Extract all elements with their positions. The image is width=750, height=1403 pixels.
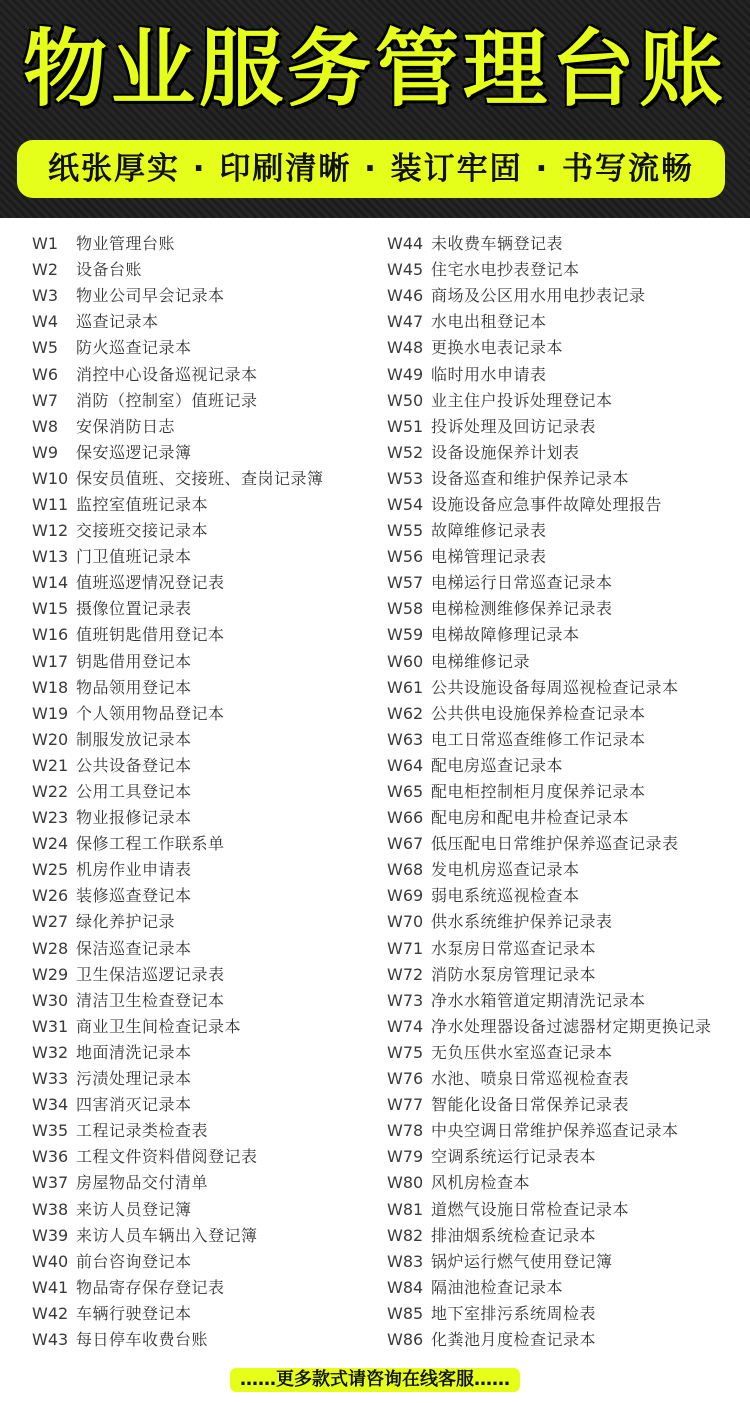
item-name: 电梯管理记录表 xyxy=(431,547,547,567)
item-code: W28 xyxy=(32,938,69,958)
item-code: W21 xyxy=(32,755,69,775)
list-item xyxy=(32,857,382,883)
list-item xyxy=(387,1275,747,1301)
item-name: 物品领用登记本 xyxy=(76,677,192,697)
item-name: 公共设施设备每周巡视检查记录本 xyxy=(431,677,679,697)
item-name: 商业卫生间检查记录本 xyxy=(76,1016,242,1036)
item-code: W19 xyxy=(32,703,69,723)
item-code: W14 xyxy=(32,573,69,593)
list-item xyxy=(32,361,382,387)
item-code: W44 xyxy=(387,234,424,254)
item-code: W63 xyxy=(387,729,424,749)
item-code: W59 xyxy=(387,625,424,645)
list-item xyxy=(32,492,382,518)
item-name: 机房作业申请表 xyxy=(76,860,192,880)
list-item xyxy=(32,622,382,648)
item-name: 绿化养护记录 xyxy=(76,912,176,932)
list-item xyxy=(387,727,747,753)
item-code: W34 xyxy=(32,1095,69,1115)
item-name: 风机房检查本 xyxy=(431,1173,531,1193)
list-item xyxy=(32,388,382,414)
item-name: 公共设备登记本 xyxy=(76,755,192,775)
item-name: 低压配电日常维护保养巡查记录表 xyxy=(431,834,679,854)
list-item xyxy=(32,909,382,935)
item-code: W24 xyxy=(32,834,69,854)
list-item xyxy=(387,1301,747,1327)
item-name: 消防（控制室）值班记录 xyxy=(76,390,258,410)
item-code: W3 xyxy=(32,286,58,306)
item-name: 消控中心设备巡视记录本 xyxy=(76,364,258,384)
item-code: W38 xyxy=(32,1199,69,1219)
list-item xyxy=(32,1249,382,1275)
list-item xyxy=(32,1223,382,1249)
item-code: W22 xyxy=(32,782,69,802)
footer-note xyxy=(0,1365,750,1395)
item-name: 净水处理器设备过滤器材定期更换记录 xyxy=(431,1016,712,1036)
item-code: W58 xyxy=(387,599,424,619)
item-name: 防火巡查记录本 xyxy=(76,338,192,358)
item-code: W2 xyxy=(32,260,58,280)
item-code: W68 xyxy=(387,860,424,880)
list-item xyxy=(32,962,382,988)
item-name: 值班钥匙借用登记本 xyxy=(76,625,225,645)
list-item xyxy=(387,883,747,909)
item-code: W74 xyxy=(387,1016,424,1036)
item-code: W43 xyxy=(32,1329,69,1349)
item-code: W75 xyxy=(387,1042,424,1062)
item-code: W20 xyxy=(32,729,69,749)
item-code: W53 xyxy=(387,468,424,488)
list-item xyxy=(387,753,747,779)
item-name: 未收费车辆登记表 xyxy=(431,234,564,254)
list-item xyxy=(387,414,747,440)
item-code: W37 xyxy=(32,1173,69,1193)
item-code: W47 xyxy=(387,312,424,332)
item-name: 工程记录类检查表 xyxy=(76,1121,209,1141)
page-title: 物业服务管理台账 xyxy=(22,20,727,118)
list-item xyxy=(32,257,382,283)
list-item xyxy=(32,727,382,753)
list-item xyxy=(32,283,382,309)
list-item xyxy=(32,1196,382,1222)
item-code: W82 xyxy=(387,1225,424,1245)
item-name: 个人领用物品登记本 xyxy=(76,703,225,723)
item-name: 物业公司早会记录本 xyxy=(76,286,225,306)
item-name: 制服发放记录本 xyxy=(76,729,192,749)
item-name: 商场及公区用水用电抄表记录 xyxy=(431,286,646,306)
item-code: W40 xyxy=(32,1251,69,1271)
item-name: 来访人员登记簿 xyxy=(76,1199,192,1219)
item-name: 发电机房巡查记录本 xyxy=(431,860,580,880)
item-name: 前台咨询登记本 xyxy=(76,1251,192,1271)
item-code: W17 xyxy=(32,651,69,671)
list-item xyxy=(387,649,747,675)
item-name: 道燃气设施日常检查记录本 xyxy=(431,1199,630,1219)
item-name: 电梯检测维修保养记录表 xyxy=(431,599,613,619)
list-item xyxy=(387,1144,747,1170)
list-item xyxy=(32,1144,382,1170)
list-item xyxy=(32,1327,382,1353)
item-name: 交接班交接记录本 xyxy=(76,521,209,541)
item-code: W57 xyxy=(387,573,424,593)
list-item xyxy=(387,440,747,466)
list-item xyxy=(387,361,747,387)
item-code: W4 xyxy=(32,312,58,332)
item-code: W42 xyxy=(32,1303,69,1323)
list-item xyxy=(387,1249,747,1275)
item-name: 公用工具登记本 xyxy=(76,782,192,802)
list-item xyxy=(387,596,747,622)
list-item xyxy=(32,883,382,909)
list-item xyxy=(387,701,747,727)
item-code: W18 xyxy=(32,677,69,697)
item-code: W84 xyxy=(387,1277,424,1297)
item-code: W77 xyxy=(387,1095,424,1115)
item-code: W54 xyxy=(387,494,424,514)
item-code: W6 xyxy=(32,364,58,384)
item-name: 设备巡查和维护保养记录本 xyxy=(431,468,630,488)
item-name: 保洁巡查记录本 xyxy=(76,938,192,958)
item-name: 配电房巡查记录本 xyxy=(431,755,564,775)
item-code: W64 xyxy=(387,755,424,775)
list-item xyxy=(387,857,747,883)
item-code: W78 xyxy=(387,1121,424,1141)
list-item xyxy=(32,1066,382,1092)
list-item xyxy=(387,257,747,283)
item-name: 住宅水电抄表登记本 xyxy=(431,260,580,280)
item-code: W85 xyxy=(387,1303,424,1323)
item-name: 车辆行驶登记本 xyxy=(76,1303,192,1323)
item-code: W61 xyxy=(387,677,424,697)
item-name: 污渍处理记录本 xyxy=(76,1069,192,1089)
item-code: W13 xyxy=(32,547,69,567)
item-name: 监控室值班记录本 xyxy=(76,494,209,514)
item-code: W70 xyxy=(387,912,424,932)
list-item xyxy=(32,440,382,466)
list-item xyxy=(32,1301,382,1327)
item-name: 水泵房日常巡查记录本 xyxy=(431,938,597,958)
item-code: W8 xyxy=(32,416,58,436)
item-code: W60 xyxy=(387,651,424,671)
item-code: W35 xyxy=(32,1121,69,1141)
list-item xyxy=(387,622,747,648)
list-item xyxy=(32,675,382,701)
list-item xyxy=(387,1196,747,1222)
item-code: W1 xyxy=(32,234,58,254)
item-code: W79 xyxy=(387,1147,424,1167)
list-item xyxy=(32,466,382,492)
list-item xyxy=(32,936,382,962)
item-name: 保修工程工作联系单 xyxy=(76,834,225,854)
item-name: 装修巡查登记本 xyxy=(76,886,192,906)
list-item xyxy=(32,753,382,779)
item-name: 临时用水申请表 xyxy=(431,364,547,384)
item-name: 工程文件资料借阅登记表 xyxy=(76,1147,258,1167)
list-item xyxy=(387,936,747,962)
item-code: W69 xyxy=(387,886,424,906)
item-name: 隔油池检查记录本 xyxy=(431,1277,564,1297)
list-item xyxy=(32,701,382,727)
item-name: 更换水电表记录本 xyxy=(431,338,564,358)
item-code: W73 xyxy=(387,990,424,1010)
item-name: 房屋物品交付清单 xyxy=(76,1173,209,1193)
item-name: 设施设备应急事件故障处理报告 xyxy=(431,494,663,514)
item-name: 地面清洗记录本 xyxy=(76,1042,192,1062)
item-code: W72 xyxy=(387,964,424,984)
list-item xyxy=(387,1066,747,1092)
list-item xyxy=(387,675,747,701)
item-code: W33 xyxy=(32,1069,69,1089)
item-code: W46 xyxy=(387,286,424,306)
item-name: 中央空调日常维护保养巡查记录本 xyxy=(431,1121,679,1141)
list-item xyxy=(387,779,747,805)
list-item xyxy=(32,831,382,857)
list-item xyxy=(387,1014,747,1040)
list-item xyxy=(387,1170,747,1196)
item-code: W81 xyxy=(387,1199,424,1219)
item-code: W86 xyxy=(387,1329,424,1349)
list-item xyxy=(32,596,382,622)
item-code: W67 xyxy=(387,834,424,854)
item-code: W16 xyxy=(32,625,69,645)
item-code: W26 xyxy=(32,886,69,906)
list-item xyxy=(387,805,747,831)
list-item xyxy=(32,649,382,675)
item-code: W9 xyxy=(32,442,58,462)
list-item xyxy=(32,1014,382,1040)
item-code: W71 xyxy=(387,938,424,958)
item-name: 电梯运行日常巡查记录本 xyxy=(431,573,613,593)
subtitle-text: 纸张厚实 · 印刷清晰 · 装订牢固 · 书写流畅 xyxy=(47,151,695,187)
item-code: W29 xyxy=(32,964,69,984)
item-name: 四害消灭记录本 xyxy=(76,1095,192,1115)
item-code: W56 xyxy=(387,547,424,567)
item-code: W49 xyxy=(387,364,424,384)
item-code: W25 xyxy=(32,860,69,880)
item-name: 配电柜控制柜月度保养记录本 xyxy=(431,782,646,802)
item-code: W48 xyxy=(387,338,424,358)
item-code: W66 xyxy=(387,808,424,828)
item-name: 门卫值班记录本 xyxy=(76,547,192,567)
item-name: 设备台账 xyxy=(76,260,143,280)
footer-text: ……更多款式请咨询在线客服…… xyxy=(230,1368,520,1392)
item-code: W39 xyxy=(32,1225,69,1245)
item-name: 排油烟系统检查记录本 xyxy=(431,1225,597,1245)
list-item xyxy=(387,909,747,935)
item-name: 清洁卫生检查登记本 xyxy=(76,990,225,1010)
item-name: 值班巡逻情况登记表 xyxy=(76,573,225,593)
item-code: W55 xyxy=(387,521,424,541)
list-item xyxy=(32,309,382,335)
list-item xyxy=(387,1092,747,1118)
item-code: W5 xyxy=(32,338,58,358)
item-code: W65 xyxy=(387,782,424,802)
list-item xyxy=(387,570,747,596)
item-name: 空调系统运行记录表本 xyxy=(431,1147,597,1167)
item-name: 化粪池月度检查记录本 xyxy=(431,1329,597,1349)
item-code: W41 xyxy=(32,1277,69,1297)
list-item xyxy=(387,962,747,988)
item-code: W51 xyxy=(387,416,424,436)
list-item xyxy=(387,335,747,361)
item-name: 电工日常巡查维修工作记录本 xyxy=(431,729,646,749)
list-item xyxy=(32,1092,382,1118)
list-item xyxy=(32,544,382,570)
item-code: W30 xyxy=(32,990,69,1010)
subtitle-banner xyxy=(17,140,725,198)
item-code: W23 xyxy=(32,808,69,828)
item-name: 巡查记录本 xyxy=(76,312,159,332)
item-code: W7 xyxy=(32,390,58,410)
item-name: 设备设施保养计划表 xyxy=(431,442,580,462)
list-item xyxy=(32,1170,382,1196)
list-item xyxy=(32,414,382,440)
header-banner xyxy=(0,0,750,218)
list-item xyxy=(387,1040,747,1066)
list-item xyxy=(387,309,747,335)
item-name: 每日停车收费台账 xyxy=(76,1329,209,1349)
list-item xyxy=(32,231,382,257)
item-name: 摄像位置记录表 xyxy=(76,599,192,619)
item-name: 公共供电设施保养检查记录本 xyxy=(431,703,646,723)
item-code: W83 xyxy=(387,1251,424,1271)
list-item xyxy=(387,1223,747,1249)
item-code: W36 xyxy=(32,1147,69,1167)
list-item xyxy=(387,231,747,257)
list-item xyxy=(32,518,382,544)
item-code: W50 xyxy=(387,390,424,410)
item-name: 地下室排污系统周检表 xyxy=(431,1303,597,1323)
list-item xyxy=(387,988,747,1014)
list-item xyxy=(387,283,747,309)
list-item xyxy=(387,388,747,414)
item-name: 电梯维修记录 xyxy=(431,651,531,671)
item-name: 业主住户投诉处理登记本 xyxy=(431,390,613,410)
list-item xyxy=(32,335,382,361)
item-name: 钥匙借用登记本 xyxy=(76,651,192,671)
list-item xyxy=(32,779,382,805)
item-code: W27 xyxy=(32,912,69,932)
list-item xyxy=(387,518,747,544)
item-name: 电梯故障修理记录本 xyxy=(431,625,580,645)
item-code: W12 xyxy=(32,521,69,541)
item-name: 物业管理台账 xyxy=(76,234,176,254)
item-name: 故障维修记录表 xyxy=(431,521,547,541)
item-code: W76 xyxy=(387,1069,424,1089)
item-name: 弱电系统巡视检查本 xyxy=(431,886,580,906)
list-item xyxy=(387,544,747,570)
item-name: 物品寄存保存登记表 xyxy=(76,1277,225,1297)
list-item xyxy=(387,831,747,857)
item-code: W15 xyxy=(32,599,69,619)
item-name: 无负压供水室巡查记录本 xyxy=(431,1042,613,1062)
list-item xyxy=(387,1118,747,1144)
item-code: W10 xyxy=(32,468,69,488)
list-item xyxy=(32,1040,382,1066)
right-item-list xyxy=(387,231,747,1353)
item-code: W31 xyxy=(32,1016,69,1036)
item-code: W45 xyxy=(387,260,424,280)
list-item xyxy=(387,466,747,492)
item-code: W11 xyxy=(32,494,69,514)
item-name: 水电出租登记本 xyxy=(431,312,547,332)
list-item xyxy=(32,1118,382,1144)
item-code: W62 xyxy=(387,703,424,723)
item-name: 供水系统维护保养记录表 xyxy=(431,912,613,932)
list-item xyxy=(387,492,747,518)
item-name: 智能化设备日常保养记录表 xyxy=(431,1095,630,1115)
item-name: 配电房和配电井检查记录本 xyxy=(431,808,630,828)
item-name: 锅炉运行燃气使用登记簿 xyxy=(431,1251,613,1271)
list-item xyxy=(387,1327,747,1353)
item-name: 物业报修记录本 xyxy=(76,808,192,828)
item-name: 投诉处理及回访记录表 xyxy=(431,416,597,436)
list-item xyxy=(32,805,382,831)
item-name: 水池、喷泉日常巡视检查表 xyxy=(431,1069,630,1089)
list-item xyxy=(32,570,382,596)
item-name: 净水水箱管道定期清洗记录本 xyxy=(431,990,646,1010)
list-item xyxy=(32,988,382,1014)
item-name: 卫生保洁巡逻记录表 xyxy=(76,964,225,984)
item-name: 消防水泵房管理记录本 xyxy=(431,964,597,984)
item-code: W32 xyxy=(32,1042,69,1062)
item-name: 安保消防日志 xyxy=(76,416,176,436)
left-item-list xyxy=(32,231,382,1353)
item-name: 保安员值班、交接班、查岗记录簿 xyxy=(76,468,324,488)
item-name: 保安巡逻记录簿 xyxy=(76,442,192,462)
list-item xyxy=(32,1275,382,1301)
item-code: W80 xyxy=(387,1173,424,1193)
item-name: 来访人员车辆出入登记簿 xyxy=(76,1225,258,1245)
item-code: W52 xyxy=(387,442,424,462)
